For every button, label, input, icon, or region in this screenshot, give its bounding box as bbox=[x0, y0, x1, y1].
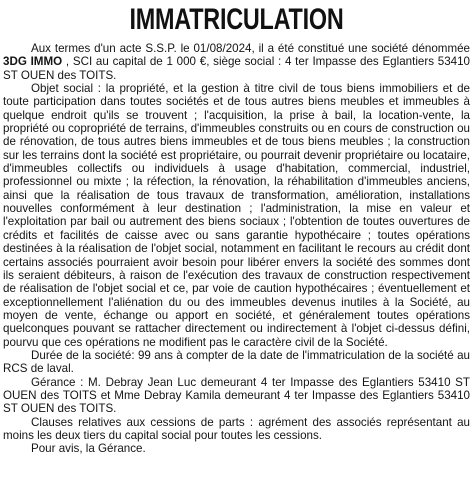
notice-title: IMMATRICULATION bbox=[129, 3, 344, 36]
paragraph-clauses: Clauses relatives aux cessions de parts : agrément des associés représentant au moins les deux tiers du capital social pour toutes les cessions. bbox=[3, 415, 470, 442]
paragraph-signature: Pour avis, la Gérance. bbox=[31, 442, 146, 456]
company-name: 3DG IMMO bbox=[3, 55, 63, 69]
paragraph-objet-social: Objet social : la propriété, et la gestion à titre civil de tous biens immobiliers et de toute participation dans toutes sociétés et de tous autres biens meubles et immeubles à quelque endroit qu'ils se trouvent ; l'acquisition, la prise à bail, la location-vente, la propriété ou copropriété de terrains, d'immeubles construits ou en cours de construction ou de rénovation, de tous autres biens immeubles et de tous biens meubles ; la construction sur les terrains dont la société est propriétaire, ou pourrait devenir propriétaire ou locataire, d'immeubles collectifs ou individuels à usage d'habitation, commercial, industriel, professionnel ou mixte ; la réfection, la rénovation, la réhabilitation d'immeubles anciens, ainsi que la réalisation de tous travaux de transformation, amélioration, installations nouvelles conformément à leur destination ; l'administration, la mise en valeur et l'exploitation par bail ou autrement des biens sociaux ; l'obtention de toutes ouvertures de crédits et facilités de caisse avec ou sans garantie hypothécaire ; toutes opérations destinées à la réalisation de l'objet social, notamment en facilitant le recours au crédit dont certains associés pourraient avoir besoin pour libérer envers la société des sommes dont ils seraient débiteurs, à raison de l'exécution des travaux de construction respectivement de réalisation de l'objet social et ce, par voie de caution hypothécaires ; éventuellement et exceptionnellement l'aliénation du ou des immeubles devenus inutiles à la Société, au moyen de vente, échange ou apport en société, et généralement toutes opérations quelconques pouvant se rattacher directement ou indirectement à l'objet ci-dessus défini, pourvu que ces opérations ne modifient pas le caractère civil de la Société. bbox=[3, 82, 470, 349]
intro-text-before: Aux termes d'un acte S.S.P. le 01/08/2024, il a été constitué une société dénommée bbox=[31, 42, 470, 55]
intro-text-after: , SCI au capital de 1 000 €, siège social : 4 ter Impasse des Eglantiers 53410 ST OUEN des TOITS. bbox=[3, 55, 470, 82]
paragraph-gerance: Gérance : M. Debray Jean Luc demeurant 4 ter Impasse des Eglantiers 53410 ST OUEN des TOITS et Mme Debray Kamila demeurant 4 ter Impasse des Eglantiers 53410 ST OUEN des TOITS. bbox=[3, 375, 470, 416]
paragraph-intro bbox=[3, 42, 470, 82]
paragraph-duree: Durée de la société: 99 ans à compter de la date de l'immatriculation de la société au RCS de laval. bbox=[3, 348, 470, 376]
